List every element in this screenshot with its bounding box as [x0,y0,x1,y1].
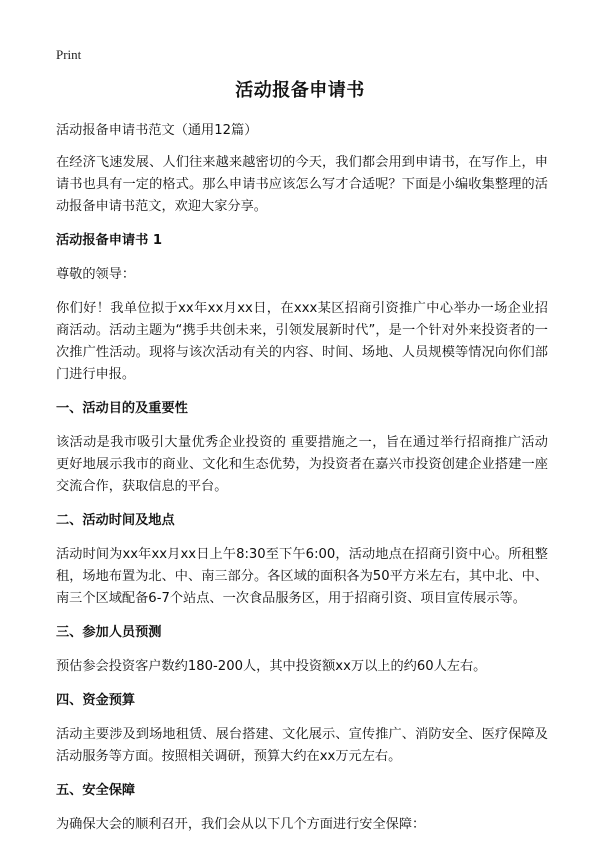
salutation: 尊敬的领导： [56,267,136,282]
heading-time-location: 二、活动时间及地点 [56,513,175,528]
intro-paragraph: 在经济飞速发展、人们往来越来越密切的今天，我们都会用到申请书，在写作上，申请书也具有一定的格式。那么申请书应该怎么写才合适呢？下面是小编收集整理的活动报备申请书范文，欢迎大家分享。 [56,155,548,214]
document-body [56,120,548,848]
paragraph-purpose: 该活动是我市吸引大量优秀企业投资的 重要措施之一，旨在通过举行招商推广活动更好地展示我市的商业、文化和生态优势，为投资者在嘉兴市投资创建企业搭建一座交流合作，获取信息的平台。 [56,435,548,494]
paragraph-attendees: 预估参会投资客户数约180-200人，其中投资额xx万以上的约60人左右。 [56,659,487,674]
heading-safety: 五、安全保障 [56,783,136,798]
paragraph-budget: 活动主要涉及到场地租赁、展台搭建、文化展示、宣传推广、消防安全、医疗保障及活动服务等方面。按照相关调研，预算大约在xx万元左右。 [56,727,548,764]
opening-paragraph: 你们好！我单位拟于xx年xx月xx日，在xxx某区招商引资推广中心举办一场企业招商活动。活动主题为“携手共创未来，引领发展新时代”，是一个针对外来投资者的一次推广性活动。现将与该次活动有关的内容、时间、场地、人员规模等情况向你们部门进行申报。 [56,301,548,382]
document-title: 活动报备申请书 [235,80,365,101]
paragraph-safety: 为确保大会的顺利召开，我们会从以下几个方面进行安全保障： [56,817,426,832]
heading-purpose: 一、活动目的及重要性 [56,401,188,416]
section-title: 活动报备申请书 1 [56,233,163,248]
heading-budget: 四、资金预算 [56,693,136,708]
heading-attendees: 三、参加人员预测 [56,625,162,640]
print-link[interactable]: Print [56,47,82,62]
document-subtitle: 活动报备申请书范文（通用12篇） [56,123,258,138]
paragraph-time-location: 活动时间为xx年xx月xx日上午8:30至下午6:00，活动地点在招商引资中心。所租整租，场地布置为北、中、南三部分。各区域的面积各为50平方米左右，其中北、中、南三个区域配备6-7个站点、一次食品服务区，用于招商引资、项目宣传展示等。 [56,547,548,606]
